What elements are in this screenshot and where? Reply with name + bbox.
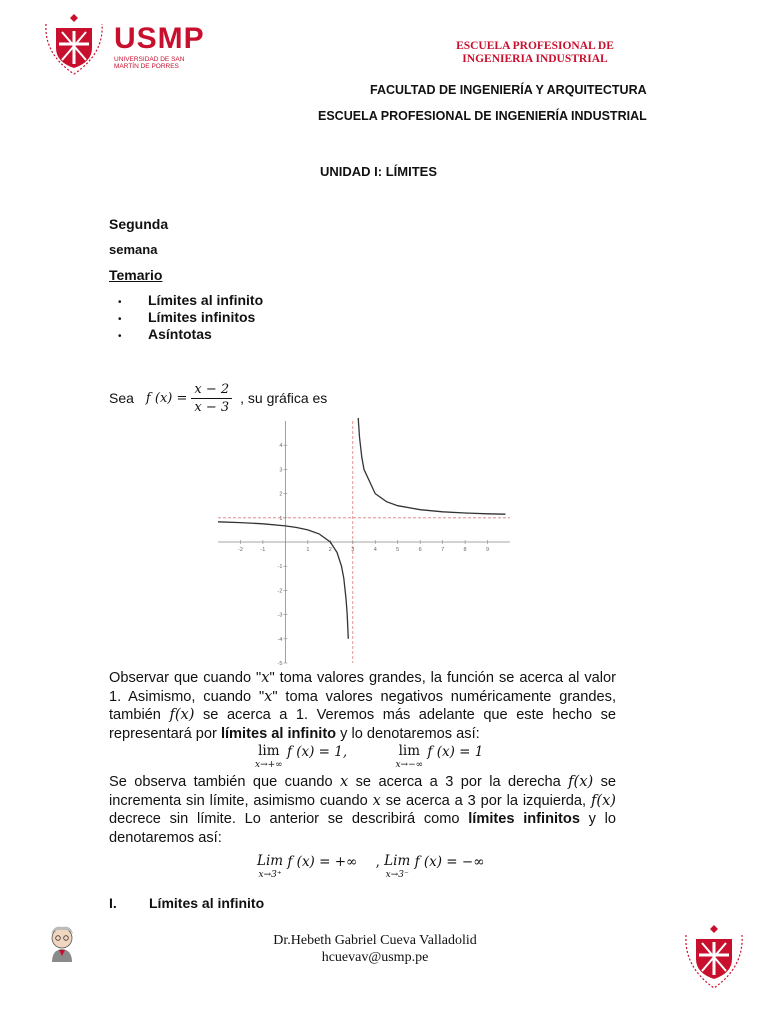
limit-operator <box>384 854 410 882</box>
list-item: • Límites al infinito <box>118 292 264 308</box>
footer-seal <box>682 925 746 991</box>
fraction-numerator: x − 2 <box>191 382 232 399</box>
lim-subscript: x→+∞ <box>255 760 283 770</box>
topic-label: Límites infinitos <box>148 309 256 325</box>
curve-branch-left <box>218 522 348 639</box>
y-tick-label: -3 <box>277 612 283 619</box>
formula-limits-at-infinity <box>255 744 483 772</box>
limit-operator <box>257 854 283 882</box>
p1-text: se acerca a 1. Veremos más adelante que este hecho se representará por <box>109 707 616 742</box>
p2-text: se incrementa sin límite, asimismo cuando <box>109 774 617 809</box>
p1-text: y lo denotaremos así: <box>336 725 480 742</box>
week-line1: Segunda <box>109 216 169 232</box>
y-tick-label: -2 <box>277 588 283 595</box>
usmp-seal-icon <box>40 14 108 76</box>
section-heading <box>109 895 264 911</box>
school-header-line2: INGENIERIA INDUSTRIAL <box>462 53 608 65</box>
limit-body: f (x) = 1 <box>427 744 484 760</box>
function-fraction <box>191 382 232 415</box>
lim-word: lim <box>398 743 421 759</box>
y-tick-label: -5 <box>277 661 283 666</box>
section-title: Límites al infinito <box>149 895 265 911</box>
x-tick-label: 1 <box>306 547 310 553</box>
list-item: • Límites infinitos <box>118 309 256 325</box>
y-tick-label: -4 <box>277 636 283 643</box>
x-tick-label: -1 <box>260 547 266 553</box>
limit-body: f (x) = −∞ <box>414 854 485 870</box>
function-definition <box>109 378 327 418</box>
lim-word: Lim <box>257 853 284 869</box>
fx-label: f (x) = <box>145 390 188 406</box>
p1-fx: f(x) <box>169 706 195 723</box>
p1-text: " toma valores negativos numéricamente grandes, también <box>109 688 616 723</box>
footer-author: Dr.Hebeth Gabriel Cueva Valladolid <box>273 933 477 948</box>
x-tick-label: 4 <box>373 547 377 553</box>
y-tick-label: 3 <box>279 467 283 474</box>
paragraph-1 <box>109 669 616 743</box>
p2-bold-term: límites infinitos <box>468 811 580 827</box>
topic-list <box>118 292 263 343</box>
p2-text: se acerca a 3 por la derecha <box>348 774 569 790</box>
p1-text: Observar que cuando " <box>109 670 262 686</box>
p2-x: x <box>339 773 349 790</box>
professor-avatar-icon <box>44 924 80 964</box>
x-tick-label: 7 <box>441 547 445 553</box>
p2-text: decrece sin límite. Lo anterior se describirá como <box>109 811 469 827</box>
topic-label: Asíntotas <box>148 326 212 342</box>
p2-x: x <box>372 791 381 809</box>
lim-word: Lim <box>384 853 411 869</box>
paragraph-2 <box>109 773 616 847</box>
lim-subscript: x→−∞ <box>395 760 424 770</box>
faculty-title: FACULTAD DE INGENIERÍA Y ARQUITECTURA <box>370 83 647 97</box>
p2-fx: f(x) <box>568 773 594 790</box>
section-number: I. <box>109 895 117 911</box>
curve-branch-right <box>357 418 505 514</box>
lim-word: lim <box>258 743 280 759</box>
limit-operator <box>395 744 423 772</box>
school-header <box>440 40 630 66</box>
x-tick-label: 9 <box>486 547 490 553</box>
logo-text: USMP <box>114 22 205 55</box>
x-tick-label: -2 <box>238 547 243 553</box>
p1-x: x <box>261 669 270 686</box>
p2-fx: f(x) <box>590 791 616 809</box>
y-tick-label: 4 <box>279 443 283 450</box>
limit-operator <box>255 744 283 772</box>
y-tick-label: 1 <box>279 515 283 522</box>
formula-separator: , <box>375 854 380 870</box>
logo-subtext: UNIVERSIDAD DE SAN MARTÍN DE PORRES <box>114 56 185 70</box>
sea-suffix: , su gráfica es <box>240 390 328 406</box>
x-tick-label: 8 <box>463 547 467 553</box>
p1-bold-term: límites al infinito <box>220 725 337 742</box>
y-tick-label: -1 <box>277 564 283 571</box>
topic-label: Límites al infinito <box>148 292 264 308</box>
school-header-line1: ESCUELA PROFESIONAL DE <box>456 40 614 52</box>
usmp-logo <box>40 14 220 76</box>
p2-text: Se observa también que cuando <box>109 774 340 790</box>
y-tick-label: 2 <box>279 491 283 498</box>
lim-subscript: x→3⁺ <box>258 870 282 880</box>
week-line2: semana <box>109 242 158 257</box>
formula-infinite-limits <box>257 854 484 882</box>
x-tick-label: 3 <box>351 547 355 553</box>
limit-body: f (x) = 1, <box>286 744 348 760</box>
footer-email: hcuevav@usmp.pe <box>321 950 429 965</box>
function-graph <box>205 418 515 666</box>
usmp-seal-icon <box>682 925 746 991</box>
professor-avatar <box>44 924 80 964</box>
x-tick-label: 6 <box>418 547 422 553</box>
fraction-denominator: x − 3 <box>194 399 230 415</box>
footer <box>200 932 550 966</box>
p1-x: x <box>264 687 273 705</box>
unit-title: UNIDAD I: LÍMITES <box>320 164 437 179</box>
p2-text: y lo denotaremos así: <box>109 811 617 846</box>
sea-prefix: Sea <box>109 390 134 406</box>
temario-label: Temario <box>109 267 163 283</box>
p2-text: se acerca a 3 por la izquierda, <box>380 792 591 809</box>
list-item: • Asíntotas <box>118 326 212 342</box>
x-tick-label: 5 <box>396 547 400 553</box>
lim-subscript: x→3⁻ <box>385 870 409 880</box>
x-tick-label: 2 <box>328 547 332 553</box>
school-title: ESCUELA PROFESIONAL DE INGENIERÍA INDUSTRIAL <box>318 109 647 123</box>
limit-body: f (x) = +∞ <box>287 854 358 870</box>
p1-text: " toma valores grandes, la función se acerca al valor 1. Asimismo, cuando " <box>109 670 616 705</box>
